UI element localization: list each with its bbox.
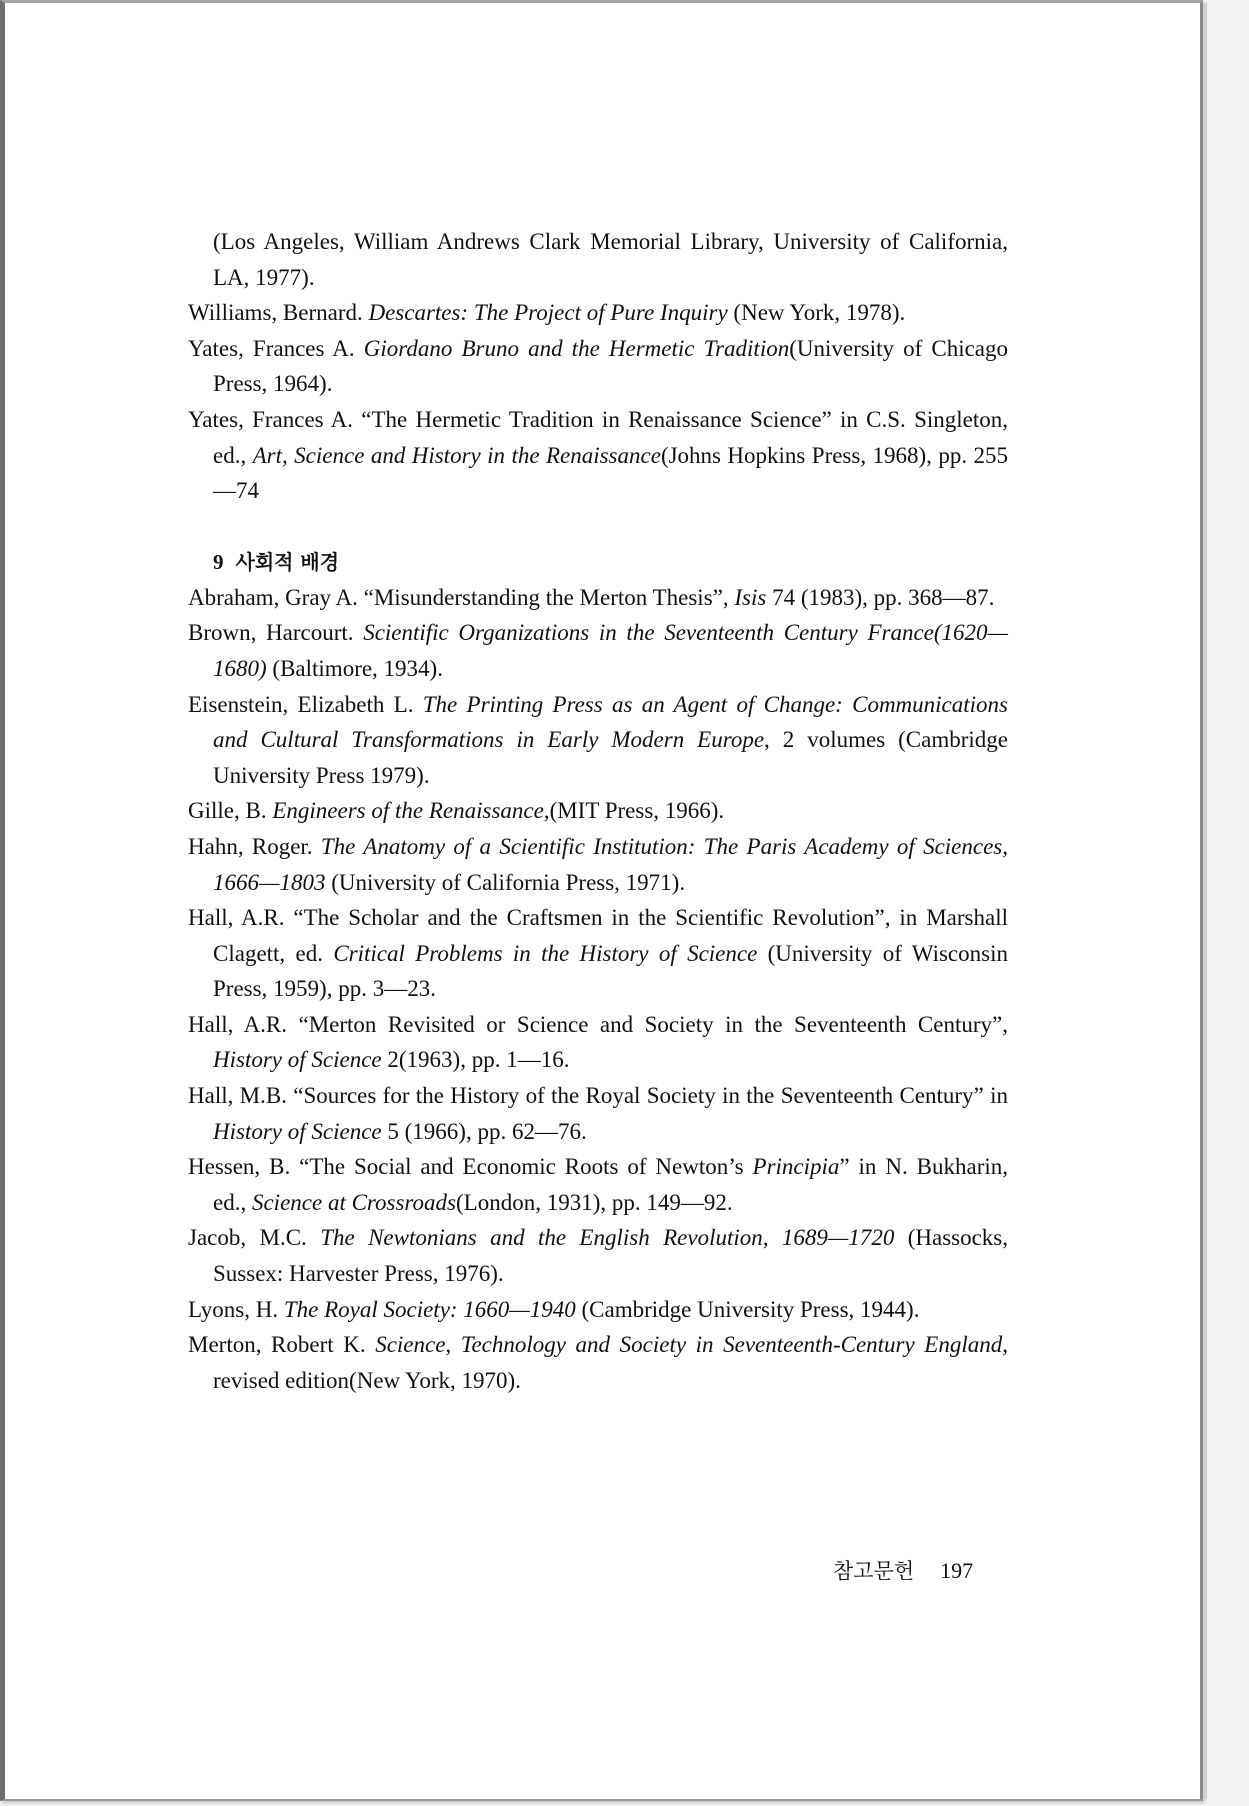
entry-title-italic: History of Science <box>213 1118 382 1144</box>
entry-text: (New York, 1978). <box>727 300 906 326</box>
bibliography-list-previous-section <box>188 224 1008 509</box>
section-number: 9 <box>213 549 224 574</box>
bibliography-entry <box>188 580 1008 616</box>
entry-text: Hessen, B. “The Social and Economic Roots of Newton’s <box>188 1154 753 1180</box>
section-heading <box>188 544 1008 580</box>
bibliography-entry <box>188 1292 1008 1328</box>
entry-title-italic: Principia <box>752 1154 840 1180</box>
bibliography-entry <box>188 829 1008 900</box>
entry-text: Eisenstein, Elizabeth L. <box>188 691 423 717</box>
entry-text: (London, 1931), pp. 149—92. <box>455 1189 733 1215</box>
entry-text: , revised edition(New York, 1970). <box>213 1332 1008 1393</box>
bibliography-entry <box>188 615 1008 686</box>
entry-text: (Cambridge University Press, 1944). <box>575 1296 920 1322</box>
bibliography-entry <box>188 1007 1008 1078</box>
entry-text: Abraham, Gray A. “Misunderstanding the Merton Thesis”, <box>188 584 735 610</box>
entry-text: Yates, Frances A. <box>188 335 364 361</box>
entry-text: Hahn, Roger. <box>188 833 321 859</box>
entry-text: (MIT Press, 1966). <box>549 798 725 824</box>
entry-title-italic: The Printing Press as an Agent of Change: Communications and Cultural Transformations in Early Modern Europe <box>213 691 1008 753</box>
entry-title-italic: Isis <box>734 584 767 610</box>
bibliography-entry <box>188 331 1008 402</box>
bibliography-entry <box>188 1078 1008 1149</box>
entry-text: Brown, Harcourt. <box>188 620 364 646</box>
bibliography-body <box>188 224 1008 1398</box>
entry-title-italic: Critical Problems in the History of Science <box>333 940 758 966</box>
entry-title-italic: Descartes: The Project of Pure Inquiry <box>368 300 728 326</box>
bibliography-entry <box>188 402 1008 509</box>
entry-text: 74 (1983), pp. 368—87. <box>766 584 995 610</box>
entry-title-italic: Science at Crossroads <box>251 1189 456 1215</box>
entry-text: Williams, Bernard. <box>188 300 369 326</box>
section-title: 사회적 배경 <box>235 549 340 574</box>
bibliography-list-social-background <box>188 580 1008 1399</box>
bibliography-entry <box>188 295 1008 331</box>
entry-text: , 2 volumes (Cambridge University Press 1979). <box>213 727 1008 788</box>
entry-text: Yates, Frances A. “The Hermetic Tradition in Renaissance Science” in C.S. Singleton, ed., <box>188 406 1008 468</box>
entry-text: (Los Angeles, William Andrews Clark Memorial Library, University of California, LA, 1977). <box>213 229 1008 290</box>
page-number: 197 <box>940 1558 974 1583</box>
entry-title-italic: The Anatomy of a Scientific Institution: The Paris Academy of Sciences, 1666—1803 <box>213 833 1008 895</box>
entry-text: Hall, A.R. “Merton Revisited or Science and Society in the Seventeenth Century”, <box>188 1011 1008 1037</box>
entry-title-italic: Scientific Organizations in the Seventeenth Century France(1620—1680) <box>213 620 1008 681</box>
entry-title-italic: Giordano Bruno and the Hermetic Tradition <box>363 335 790 361</box>
entry-text: (University of Wisconsin Press, 1959), pp. 3—23. <box>213 940 1008 1002</box>
entry-text: Hall, M.B. “Sources for the History of the Royal Society in the Seventeenth Century” in <box>188 1083 1008 1109</box>
page-footer <box>833 1555 973 1585</box>
bibliography-entry <box>188 1220 1008 1291</box>
entry-text: 5 (1966), pp. 62—76. <box>381 1118 587 1144</box>
entry-text: 2(1963), pp. 1—16. <box>381 1047 570 1073</box>
bibliography-entry <box>188 1327 1008 1398</box>
bibliography-entry <box>188 900 1008 1007</box>
entry-title-italic: Art, Science and History in the Renaissance <box>252 442 661 468</box>
entry-text: (Baltimore, 1934). <box>266 655 443 681</box>
entry-text: (University of California Press, 1971). <box>325 869 686 895</box>
entry-text: Lyons, H. <box>188 1296 284 1322</box>
entry-text: (University of Chicago Press, 1964). <box>213 335 1008 397</box>
entry-text: Merton, Robert K. <box>188 1332 376 1358</box>
bibliography-entry <box>188 687 1008 794</box>
bibliography-entry-continuation <box>188 224 1008 295</box>
running-footer-label: 참고문헌 <box>833 1559 915 1583</box>
entry-title-italic: Science, Technology and Society in Seventeenth-Century England <box>375 1332 1003 1358</box>
entry-text: Jacob, M.C. <box>188 1225 321 1251</box>
entry-title-italic: History of Science <box>213 1047 382 1073</box>
entry-text: (Hassocks, Sussex: Harvester Press, 1976). <box>213 1225 1008 1287</box>
bibliography-entry <box>188 793 1008 829</box>
bibliography-entry <box>188 1149 1008 1220</box>
entry-text: (Johns Hopkins Press, 1968), pp. 255—74 <box>213 442 1008 504</box>
entry-text: Gille, B. <box>188 798 273 824</box>
entry-text: ” in N. Bukharin, ed., <box>213 1154 1008 1215</box>
entry-title-italic: The Royal Society: 1660—1940 <box>283 1296 576 1322</box>
entry-title-italic: Engineers of the Renaissance, <box>272 798 550 824</box>
entry-text: Hall, A.R. “The Scholar and the Craftsmen in the Scientific Revolution”, in Marshall Clagett, ed. <box>188 905 1008 966</box>
entry-title-italic: The Newtonians and the English Revolution, 1689—1720 <box>320 1225 895 1251</box>
